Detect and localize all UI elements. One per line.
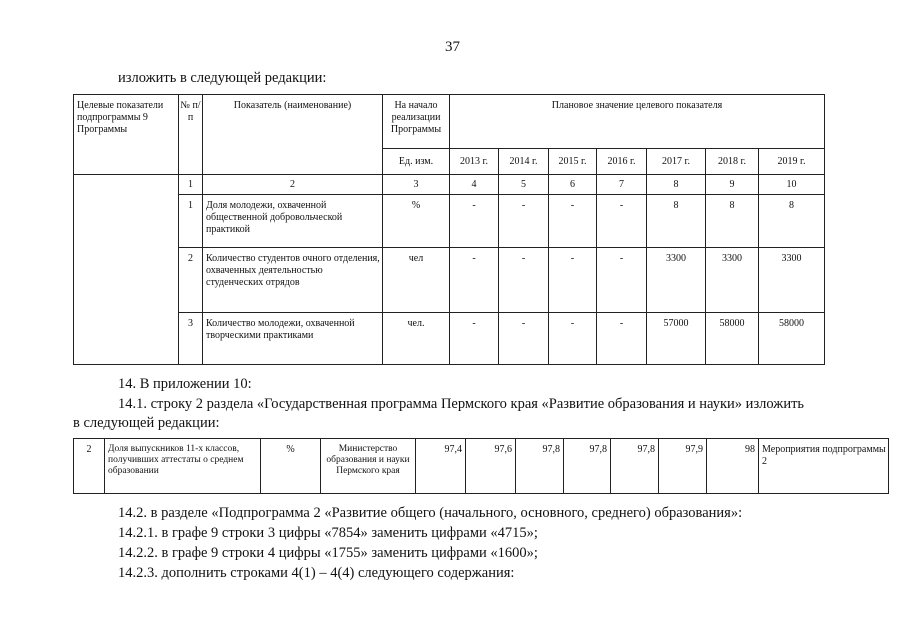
- indicators-table: [73, 94, 825, 365]
- header-target-indicators: Целевые показатели подпрограммы 9 Программы: [74, 95, 179, 175]
- column-number: 4: [450, 175, 499, 195]
- row-value: -: [499, 195, 549, 248]
- row-value: 97,8: [611, 439, 659, 494]
- column-number: 2: [203, 175, 383, 195]
- row-value: 98: [707, 439, 759, 494]
- row-value: -: [499, 248, 549, 313]
- row-value: 8: [759, 195, 825, 248]
- row-indicator-name: Доля выпускников 11-х классов, получивших аттестаты о среднем образовании: [105, 439, 261, 494]
- header-year: 2019 г.: [759, 149, 825, 175]
- row-value: 57000: [647, 313, 706, 365]
- header-planned-value: Плановое значение целевого показателя: [450, 95, 825, 149]
- row-unit: чел.: [383, 313, 450, 365]
- row-unit: %: [383, 195, 450, 248]
- empty-cell: [74, 313, 179, 365]
- row-indicator-name: Доля молодежи, охваченной общественной добровольческой практикой: [203, 195, 383, 248]
- row-value: 8: [647, 195, 706, 248]
- header-indicator-name: Показатель (наименование): [203, 95, 383, 175]
- column-number: 3: [383, 175, 450, 195]
- row-unit: чел: [383, 248, 450, 313]
- row-value: -: [597, 313, 647, 365]
- row-value: -: [549, 248, 597, 313]
- header-year: 2016 г.: [597, 149, 647, 175]
- header-number: № п/п: [179, 95, 203, 175]
- header-year: 2013 г.: [450, 149, 499, 175]
- replacement-row-table: [73, 438, 889, 494]
- row-value: 97,8: [564, 439, 611, 494]
- row-value: -: [450, 248, 499, 313]
- table-row: [74, 313, 825, 365]
- row-value: -: [450, 313, 499, 365]
- header-at-start: На начало реализации Программы: [383, 95, 450, 149]
- paragraph-14-1-continuation: в следующей редакции:: [73, 415, 220, 431]
- header-year: 2018 г.: [706, 149, 759, 175]
- header-year: 2017 г.: [647, 149, 706, 175]
- row-value: 3300: [647, 248, 706, 313]
- page-number: 37: [445, 39, 460, 55]
- row-value: -: [597, 195, 647, 248]
- row-value: 8: [706, 195, 759, 248]
- empty-cell: [74, 248, 179, 313]
- header-year: 2014 г.: [499, 149, 549, 175]
- row-value: -: [549, 195, 597, 248]
- paragraph-14-2-1: 14.2.1. в графе 9 строки 3 цифры «7854» заменить цифрами «4715»;: [118, 525, 538, 541]
- empty-cell: [74, 175, 179, 195]
- column-number: 1: [179, 175, 203, 195]
- row-value: -: [450, 195, 499, 248]
- intro-text: изложить в следующей редакции:: [118, 70, 327, 86]
- column-number: 6: [549, 175, 597, 195]
- row-indicator-name: Количество молодежи, охваченной творческими практиками: [203, 313, 383, 365]
- paragraph-14-2-2: 14.2.2. в графе 9 строки 4 цифры «1755» заменить цифрами «1600»;: [118, 545, 538, 561]
- row-unit: %: [261, 439, 321, 494]
- row-value: -: [499, 313, 549, 365]
- paragraph-14-2: 14.2. в разделе «Подпрограмма 2 «Развитие общего (начального, основного, среднего) образования»:: [118, 505, 743, 521]
- paragraph-14: 14. В приложении 10:: [118, 376, 252, 392]
- column-number: 8: [647, 175, 706, 195]
- header-year: 2015 г.: [549, 149, 597, 175]
- row-value: 3300: [759, 248, 825, 313]
- row-indicator-name: Количество студентов очного отделения, охваченных деятельностью студенческих отрядов: [203, 248, 383, 313]
- row-number: 3: [179, 313, 203, 365]
- row-value: 97,9: [659, 439, 707, 494]
- column-number: 10: [759, 175, 825, 195]
- column-number: 5: [499, 175, 549, 195]
- row-value: -: [597, 248, 647, 313]
- row-value: 3300: [706, 248, 759, 313]
- table-row: [74, 195, 825, 248]
- paragraph-14-2-3: 14.2.3. дополнить строками 4(1) – 4(4) следующего содержания:: [118, 565, 515, 581]
- column-number: 7: [597, 175, 647, 195]
- row-value: 58000: [706, 313, 759, 365]
- table-row: [74, 248, 825, 313]
- row-executor: Министерство образования и науки Пермского края: [321, 439, 416, 494]
- row-number: 2: [74, 439, 105, 494]
- column-number: 9: [706, 175, 759, 195]
- empty-cell: [74, 195, 179, 248]
- row-value: 97,6: [466, 439, 516, 494]
- row-number: 2: [179, 248, 203, 313]
- row-note: Мероприятия подпрограммы 2: [759, 439, 889, 494]
- header-unit: Ед. изм.: [383, 149, 450, 175]
- row-value: 97,4: [416, 439, 466, 494]
- table-row: [74, 439, 889, 494]
- row-value: 97,8: [516, 439, 564, 494]
- row-value: 58000: [759, 313, 825, 365]
- row-number: 1: [179, 195, 203, 248]
- row-value: -: [549, 313, 597, 365]
- paragraph-14-1: 14.1. строку 2 раздела «Государственная программа Пермского края «Развитие образования и науки» изложить: [118, 396, 805, 412]
- numbering-row: [74, 175, 825, 195]
